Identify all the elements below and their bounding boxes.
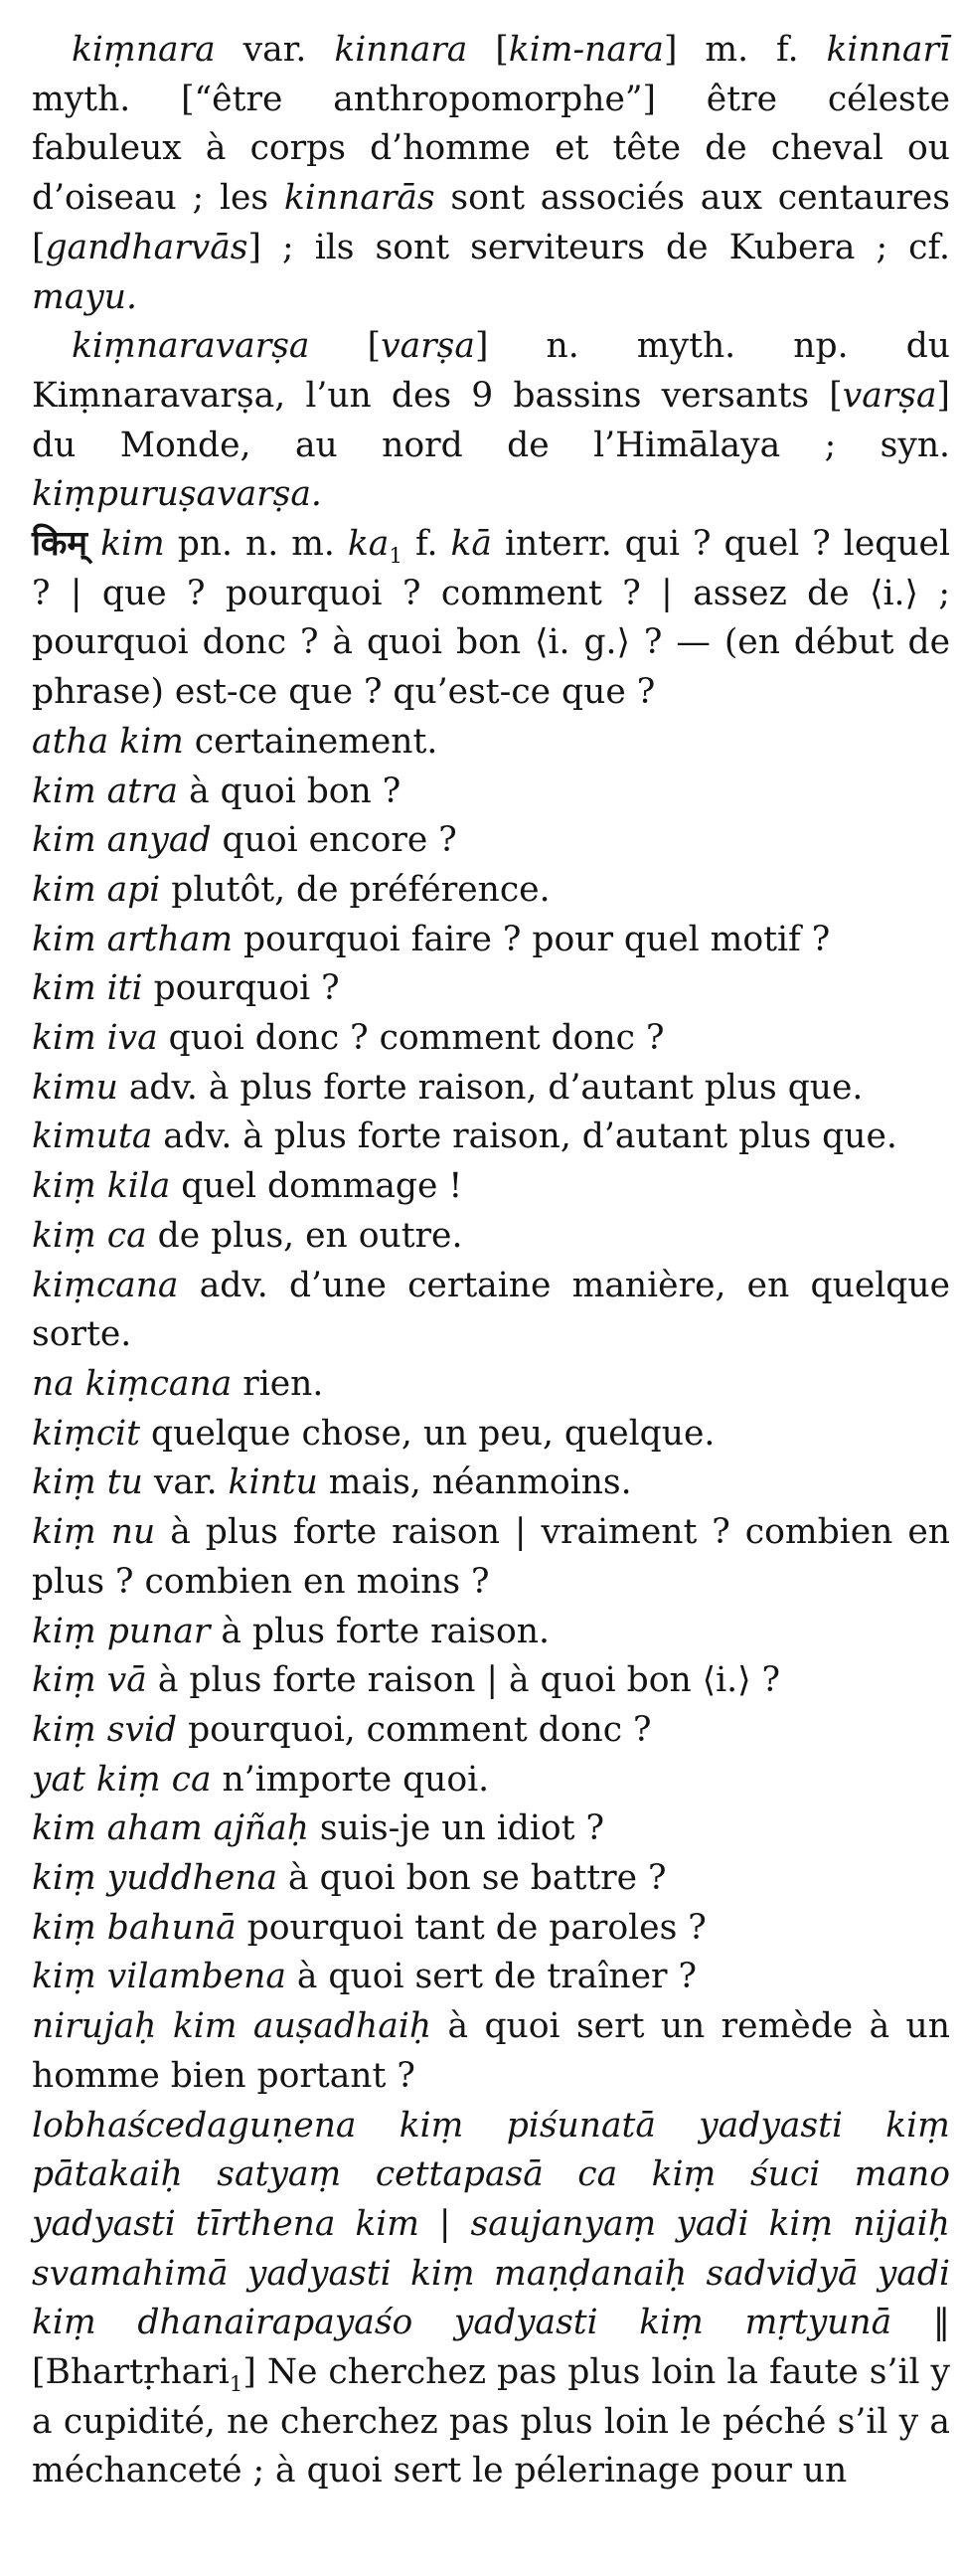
italic-term: na kiṃcana [32,1363,233,1404]
definition-text: à plus forte raison. [210,1611,550,1651]
entry-kim [32,520,950,718]
italic-term: kiṃcana [32,1265,179,1305]
italic-term: varṣa [381,326,475,367]
italic-term: kiṃ bahunā [32,1907,237,1948]
italic-term: kiṃ ca [32,1215,147,1256]
definition-text: interr. qui ? quel ? lequel ? | que ? pourquoi ? comment ? | assez de ⟨i.⟩ ; pourquoi donc ? à quoi bon ⟨i. g.⟩ ? — (en début de phrase) est-ce que ? qu’est-ce que ? [32,524,950,713]
definition-text: f. [401,524,451,565]
entry-kim-tu [32,1459,950,1508]
italic-term: kiṃ punar [32,1611,211,1651]
italic-term: kimuta [32,1116,153,1157]
definition-text: ] du Monde, au nord de l’Himālaya ; syn. [32,375,950,465]
italic-term: kiṃ nu [32,1512,156,1553]
italic-term: varṣa [842,375,937,416]
entry-kimuta [32,1113,950,1162]
entry-nirujah [32,2002,950,2101]
definition-text: sont associés aux centaures [ [32,178,950,267]
italic-term: kim iti [32,968,143,1009]
entry-kim-va [32,1656,950,1706]
entry-kimcana [32,1262,950,1360]
entry-kim-artham [32,916,950,965]
definition-text: var. [142,1462,229,1503]
subscript: 1 [389,543,402,569]
italic-term: lobhaścedaguṇena kiṃ piśunatā yadyasti kiṃ pātakaiḥ satyaṃ cettapasā ca kiṃ śuci mano yadyasti tīrthena kim | saujanyaṃ yadi kiṃ nijaiḥ svamahimā yadyasti kiṃ maṇḍanaiḥ sadvidyā yadi kiṃ dhanairapayaśo yadyasti kiṃ mṛtyunā ‖ [32,2105,950,2343]
subscript: 1 [229,2371,243,2397]
italic-term: kim [100,524,165,565]
definition-text: ] ; ils sont serviteurs de Kubera ; cf. [247,227,950,267]
entry-kim-kila [32,1162,950,1212]
entry-yat-kim-ca [32,1756,950,1805]
definition-text: pourquoi, comment donc ? [177,1709,652,1750]
definition-text: [ [467,30,509,70]
definition-text: à plus forte raison | vraiment ? combien en plus ? combien en moins ? [32,1512,950,1602]
definition-text: ] n. myth. np. du Kiṃnaravarṣa, l’un des 9 bassins versants [ [32,326,950,416]
definition-text: de plus, en outre. [146,1215,463,1256]
italic-term: kim atra [32,771,179,811]
definition-text: adv. à plus forte raison, d’autant plus que. [117,1067,864,1108]
entry-lobhas [32,2102,950,2497]
definition-text: quelque chose, un peu, quelque. [140,1413,716,1454]
definition-text: quel dommage ! [170,1166,463,1207]
definition-text: adv. d’une certaine manière, en quelque sorte. [32,1265,950,1355]
definition-text: mais, néanmoins. [317,1462,632,1503]
devanagari-headword: किम् [32,524,88,565]
italic-term: kiṃ kila [32,1166,171,1207]
entry-kim-svid [32,1706,950,1756]
definition-text: à quoi sert un remède à un homme bien portant ? [32,2006,950,2096]
definition-text: quoi encore ? [211,820,457,861]
italic-term: kiṃ tu [32,1462,143,1503]
definition-text: [ [309,326,382,367]
italic-term: gandharvās [45,227,248,267]
entry-kim-api [32,866,950,916]
italic-term: kinnarās [283,178,435,219]
definition-text: [Bhartṛhari [32,2352,230,2393]
entry-kim-punar [32,1608,950,1657]
italic-term: kiṃnaravarṣa [72,326,310,367]
definition-text: var. [215,30,335,70]
dictionary-entries [32,26,950,2496]
italic-term: kinnara [334,30,468,70]
italic-term: ka [347,524,390,565]
definition-text [87,524,100,564]
italic-term: kiṃnara [72,30,216,70]
entry-kimcit [32,1410,950,1460]
definition-text: à plus forte raison | à quoi bon ⟨i.⟩ ? [146,1660,781,1701]
italic-term: kiṃpuruṣavarṣa. [32,474,322,515]
italic-term: kiṃ vilambena [32,1957,286,1997]
entry-kim-bahuna [32,1904,950,1954]
italic-term: yat kiṃ ca [32,1759,212,1800]
italic-term: kimu [32,1067,118,1108]
entry-kim-yuddhena [32,1854,950,1904]
definition-text: pourquoi faire ? pour quel motif ? [233,919,831,959]
italic-term: kiṃcit [32,1413,141,1454]
definition-text: plutôt, de préférence. [160,869,551,910]
italic-term: kim api [32,869,161,910]
entry-kim-anyad [32,816,950,866]
italic-term: kim-nara [508,30,664,70]
italic-term: kinnarī [826,30,950,70]
italic-term: atha kim [32,721,184,762]
definition-text: quoi donc ? comment donc ? [157,1018,665,1059]
italic-term: kintu [228,1462,318,1503]
definition-text: pn. n. m. [164,524,348,565]
italic-term: kim artham [32,919,234,959]
italic-term: kiṃ yuddhena [32,1858,278,1899]
italic-term: mayu. [32,276,137,317]
italic-term: kiṃ vā [32,1660,147,1701]
definition-text: rien. [232,1363,324,1404]
entry-kim-nu [32,1508,950,1607]
entry-atha-kim [32,718,950,768]
definition-text: adv. à plus forte raison, d’autant plus que. [152,1116,897,1157]
entry-kim-ca [32,1212,950,1262]
definition-text: n’importe quoi. [211,1759,490,1800]
definition-text: pourquoi ? [142,968,340,1009]
italic-term: kā [450,524,492,565]
definition-text: ] Ne cherchez pas plus loin la faute s’il y a cupidité, ne cherchez pas plus loin le péché s’il y a méchanceté ; à quoi sert le pélerinage pour un [32,2352,950,2491]
definition-text: à quoi bon se battre ? [277,1858,667,1899]
definition-text: à quoi sert de traîner ? [285,1957,697,1997]
entry-na-kimcana [32,1360,950,1410]
definition-text: myth. [“être anthropomorphe”] être céleste fabuleux à corps d’homme et tête de cheval ou d’oiseau ; les [32,79,950,219]
entry-kimnara [32,26,950,322]
italic-term: kim iva [32,1018,158,1059]
italic-term: kim anyad [32,820,212,861]
entry-kim-vilambena [32,1953,950,2002]
italic-term: nirujaḥ kim auṣadhaiḥ [32,2006,432,2047]
entry-kim-aham-ajnah [32,1804,950,1854]
entry-kim-iti [32,964,950,1014]
definition-text: certainement. [183,721,438,762]
entry-kim-atra [32,768,950,817]
entry-kim-iva [32,1014,950,1064]
italic-term: kiṃ svid [32,1709,178,1750]
definition-text: pourquoi tant de paroles ? [236,1907,707,1948]
entry-kimnaravarsa [32,322,950,520]
definition-text: suis-je un idiot ? [308,1808,604,1849]
definition-text: à quoi bon ? [178,771,401,811]
definition-text: ] m. f. [663,30,827,70]
italic-term: kim aham ajñaḥ [32,1808,309,1849]
entry-kimu [32,1064,950,1114]
